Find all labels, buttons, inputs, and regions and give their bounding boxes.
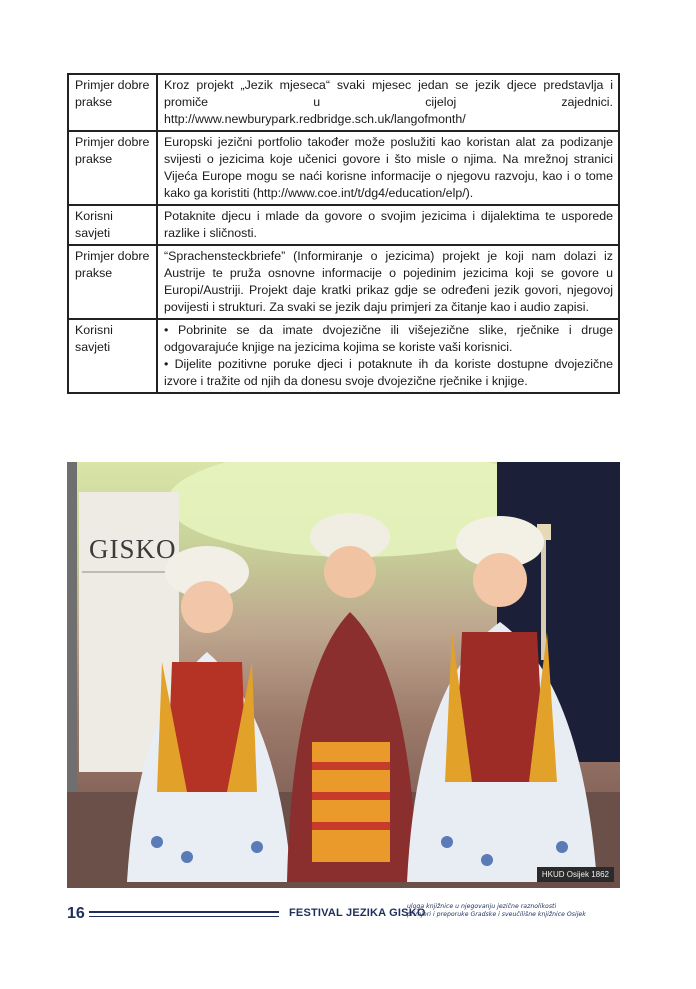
- table-row: [68, 319, 619, 393]
- folk-costume-photo: [67, 462, 620, 888]
- page-footer: [67, 903, 627, 927]
- row-label: Primjer dobre prakse: [68, 245, 157, 319]
- row-text: [157, 319, 619, 393]
- bullet-item: • Pobrinite se da imate dvojezične ili višejezične slike, rječnike i druge odgovarajuće knjige na jezicima kojima se koriste vaši korisnici.: [164, 323, 613, 354]
- row-label: Korisni savjeti: [68, 205, 157, 245]
- table-row: [68, 131, 619, 205]
- table-row: [68, 74, 619, 131]
- subtitle-line: primjeri i preporuke Gradske i sveučilišne knjižnice Osijek: [407, 911, 586, 918]
- festival-title: FESTIVAL JEZIKA GISKO: [289, 907, 426, 919]
- row-label: Korisni savjeti: [68, 319, 157, 393]
- photo-caption: HKUD Osijek 1862: [537, 867, 614, 882]
- table-row: [68, 245, 619, 319]
- subtitle-line: uloga knjižnice u njegovanju jezične raznolikosti: [407, 903, 557, 910]
- publication-subtitle: [407, 903, 637, 919]
- row-text: “Sprachensteckbriefe” (Informiranje o jezicima) projekt je koji nam dolazi iz Austrije te pruža osnovne informacije o pojedinim jezicima koji se govore u Europi/Austriji. Projekt daje kratki prikaz gdje se određeni jezik govori, njegovoj povijesti i strukturi. Za svaki se jezik daju primjeri za čitanje kao i audio zapisi.: [157, 245, 619, 319]
- bullet-item: • Dijelite pozitivne poruke djeci i potaknute ih da koriste dostupne dvojezične izvore i tražite od njih da donesu svoje dvojezične rječnike i knjige.: [164, 357, 613, 388]
- row-text: Kroz projekt „Jezik mjeseca“ svaki mjesec jedan se jezik djece predstavlja i promiče u cijeloj zajednici. http://www.newburypark.redbridge.sch.uk/langofmonth/: [157, 74, 619, 131]
- row-label: Primjer dobre prakse: [68, 131, 157, 205]
- row-text: Europski jezični portfolio također može poslužiti kao koristan alat za podizanje svijesti o jezicima koje učenici govore i što misle o njima. Na mrežnoj stranici Vijeća Europe mogu se naći korisne informacije o njegovu razvoju, kao i o tome kako ga koristiti (http://www.coe.int/t/dg4/education/elp/).: [157, 131, 619, 205]
- footer-rule: [89, 916, 279, 917]
- table-row: [68, 205, 619, 245]
- practices-table: [67, 73, 620, 394]
- footer-rule: [89, 911, 279, 913]
- page-number: 16: [67, 905, 85, 922]
- row-label: Primjer dobre prakse: [68, 74, 157, 131]
- banner-logo-text: GISKO: [89, 534, 177, 564]
- photo-illustration: [67, 462, 620, 888]
- row-text: Potaknite djecu i mlade da govore o svojim jezicima i dijalektima te usporede razlike i sličnosti.: [157, 205, 619, 245]
